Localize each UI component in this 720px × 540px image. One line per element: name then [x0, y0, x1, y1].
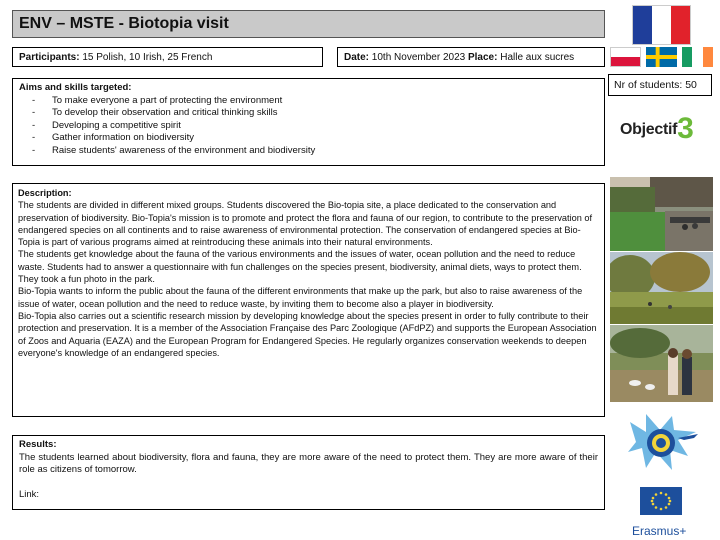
objectif-number: 3	[677, 112, 694, 145]
participants-value: 15 Polish, 10 Irish, 25 French	[82, 52, 213, 63]
aims-list	[19, 95, 598, 158]
aims-item: - To make everyone a part of protecting the environment	[19, 95, 598, 108]
aims-item: - Gather information on biodiversity	[19, 132, 598, 145]
students-count: Nr of students: 50	[608, 74, 712, 96]
description-heading: Description:	[18, 188, 72, 198]
results-text: The students learned about biodiversity, flora and fauna, they are more aware of the need to protect them. They are more aware of their role as citizens of tomorrow.	[19, 451, 598, 475]
description-paragraph: The students are divided in different mixed groups. Students discovered the Bio-topia site, a place dedicated to the conservation and preservation of biodiversity. Bio-Topia's mission is to promote and protect the flora and fauna of our region, to contribute to the preservation of endangered species on all continents and to raise awareness of environmental protection. The conservation of endangered species at Bio-Topia is part of various programs aimed at reintroducing these animals into their natural environments.	[18, 200, 593, 248]
eu-flag-icon	[640, 487, 682, 515]
participants-box	[12, 47, 323, 67]
results-box	[12, 435, 605, 510]
france-flag-icon	[632, 5, 691, 45]
description-paragraph: Bio-Topia also carries out a scientific research mission by developing knowledge about the species present in order to fully contribute to their protection and preservation. It is a member of the Association Française des Parc Zoologique (AFdPZ) and supports the European Association of Zoos and Aquaria (EAZA) and the European Program for Endangered Species. He regularly organizes conservation weekends to deepen everyone's knowledge of an endangered species.	[18, 310, 597, 358]
aims-item: - Developing a competitive spirit	[19, 120, 598, 133]
poland-flag-icon	[610, 47, 641, 67]
objectif-word: Objectif	[620, 121, 678, 138]
results-heading: Results:	[19, 439, 57, 450]
park-field-photo	[610, 252, 713, 324]
description-box	[12, 183, 605, 417]
aims-item: - Raise students' awareness of the environment and biodiversity	[19, 145, 598, 158]
description-paragraph: The students get knowledge about the fauna of the various environments and the issues of water, ocean pollution and the need to reduce waste. Students had to answer a questionnaire with fun challenges on the species present, biodiversity, animal diets, ways to protect them. They took a fun photo in the park.	[18, 249, 582, 285]
project-emblem-icon	[622, 412, 700, 474]
aims-heading: Aims and skills targeted:	[19, 82, 132, 93]
students-photo	[610, 325, 713, 402]
erasmus-logo-text: Erasmus+	[632, 524, 687, 538]
sweden-flag-icon	[646, 47, 677, 67]
description-paragraph: Bio-Topia wants to inform the public about the fauna of the different environments that make up the park, but also to raise awareness of the issue of water, ocean pollution and the need to reduce waste, by inviting them to become also a player in biodiversity.	[18, 286, 583, 309]
aims-item: - To develop their observation and critical thinking skills	[19, 107, 598, 120]
objectif-logo	[620, 108, 694, 145]
page-title: ENV – MSTE - Biotopia visit	[12, 10, 605, 38]
date-place-box	[337, 47, 605, 67]
ireland-flag-icon	[682, 47, 713, 67]
park-pond-photo	[610, 177, 713, 251]
results-link-label: Link:	[19, 488, 40, 500]
place-label: Place:	[467, 52, 498, 63]
date-value: 10th November 2023	[371, 52, 466, 63]
aims-box	[12, 78, 605, 166]
participants-label: Participants:	[19, 52, 80, 63]
place-value: Halle aux sucres	[500, 52, 575, 63]
date-label: Date:	[344, 52, 370, 63]
